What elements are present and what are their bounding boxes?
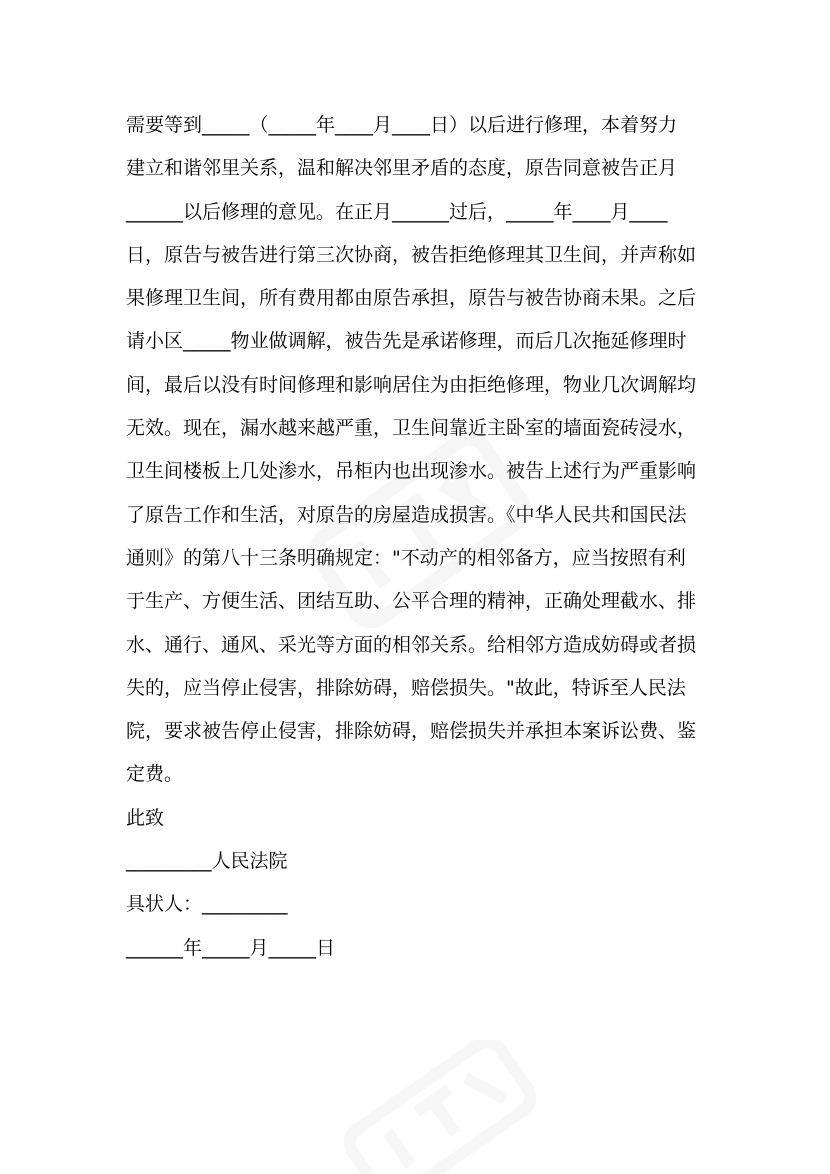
closing-plaintiff: 具状人：_________: [126, 893, 288, 916]
body-line: 卫生间楼板上几处渗水，吊柜内也出现渗水。被告上述行为严重影响: [126, 460, 697, 483]
body-line: 了原告工作和生活，对原告的房屋造成损害。《中华人民共和国民法: [126, 503, 687, 526]
body-line: 建立和谐邻里关系，温和解决邻里矛盾的态度，原告同意被告正月: [126, 157, 678, 180]
body-line: 日，原告与被告进行第三次协商，被告拒绝修理其卫生间，并声称如: [126, 243, 697, 266]
body-line: 请小区_____物业做调解，被告先是承诺修理，而后几次拖延修理时: [126, 330, 687, 353]
body-line: 间，最后以没有时间修理和影响居住为由拒绝修理，物业几次调解均: [126, 373, 697, 396]
body-line: ______以后修理的意见。在正月______过后，_____年____月____: [126, 200, 668, 223]
closing-salutation: 此致: [126, 806, 165, 829]
body-line: 需要等到_____（_____年____月____日）以后进行修理，本着努力: [126, 114, 678, 136]
body-line: 院，要求被告停止侵害，排除妨碍，赔偿损失并承担本案诉讼费、鉴: [126, 720, 697, 743]
body-line: 水、通行、通风、采光等方面的相邻关系。给相邻方造成妨碍或者损: [126, 633, 697, 656]
watermark-logo-bottom-icon: [300, 1040, 580, 1174]
body-line: 失的，应当停止侵害，排除妨碍，赔偿损失。"故此，特诉至人民法: [126, 676, 686, 699]
body-line: 无效。现在，漏水越来越严重，卫生间靠近主卧室的墙面瓷砖浸水，: [126, 417, 697, 440]
closing-date: ______年_____月_____日: [126, 936, 336, 959]
body-line: 果修理卫生间，所有费用都由原告承担，原告与被告协商未果。之后: [126, 287, 697, 310]
closing-court: _________人民法院: [126, 850, 288, 873]
document-body: [126, 104, 712, 970]
body-line: 于生产、方便生活、团结互助、公平合理的精神，正确处理截水、排: [126, 590, 697, 613]
body-line: 通则》的第八十三条明确规定："不动产的相邻备方，应当按照有利: [126, 546, 686, 569]
body-line: 定费。: [126, 763, 184, 786]
